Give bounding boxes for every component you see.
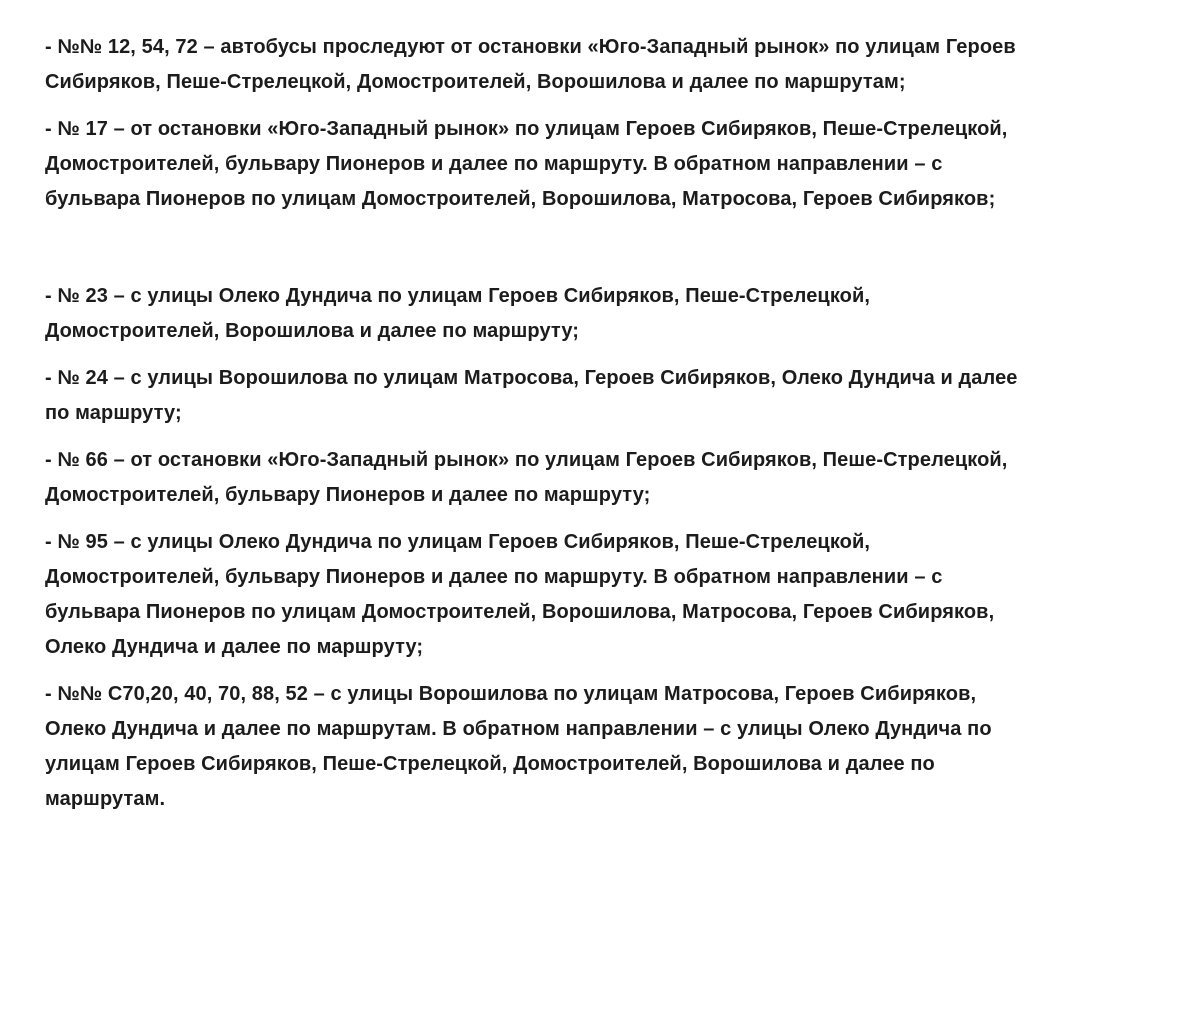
route-paragraph-23: - № 23 – с улицы Олеко Дундича по улицам Героев Сибиряков, Пеше-Стрелецкой, Домостроителей, Ворошилова и далее по маршруту; — [45, 285, 871, 342]
route-document — [45, 30, 1165, 817]
route-paragraph-12-54-72: - №№ 12, 54, 72 – автобусы проследуют от остановки «Юго-Западный рынок» по улицам Героев Сибиряков, Пеше-Стрелецкой, Домостроителей, Ворошилова и далее по маршрутам; — [45, 36, 1016, 93]
route-paragraph-95: - № 95 – с улицы Олеко Дундича по улицам Героев Сибиряков, Пеше-Стрелецкой, Домостроителей, бульвару Пионеров и далее по маршруту. В обратном направлении – с бульвара Пионеров по улицам Домостроителей, Ворошилова, Матросова, Героев Сибиряков, Олеко Дундича и далее по маршруту; — [45, 531, 995, 658]
route-paragraph-17: - № 17 – от остановки «Юго-Западный рынок» по улицам Героев Сибиряков, Пеше-Стрелецкой, Домостроителей, бульвару Пионеров и далее по маршруту. В обратном направлении – с бульвара Пионеров по улицам Домостроителей, Ворошилова, Матросова, Героев Сибиряков; — [45, 118, 1008, 210]
route-paragraph-66: - № 66 – от остановки «Юго-Западный рынок» по улицам Героев Сибиряков, Пеше-Стрелецкой, Домостроителей, бульвару Пионеров и далее по маршруту; — [45, 449, 1008, 506]
route-paragraph-24: - № 24 – с улицы Ворошилова по улицам Матросова, Героев Сибиряков, Олеко Дундича и далее по маршруту; — [45, 367, 1018, 424]
route-paragraph-c70-group: - №№ С70,20, 40, 70, 88, 52 – с улицы Ворошилова по улицам Матросова, Героев Сибиряков, Олеко Дундича и далее по маршрутам. В обратном направлении – с улицы Олеко Дундича по улицам Героев Сибиряков, Пеше-Стрелецкой, Домостроителей, Ворошилова и далее по маршрутам. — [45, 683, 992, 810]
